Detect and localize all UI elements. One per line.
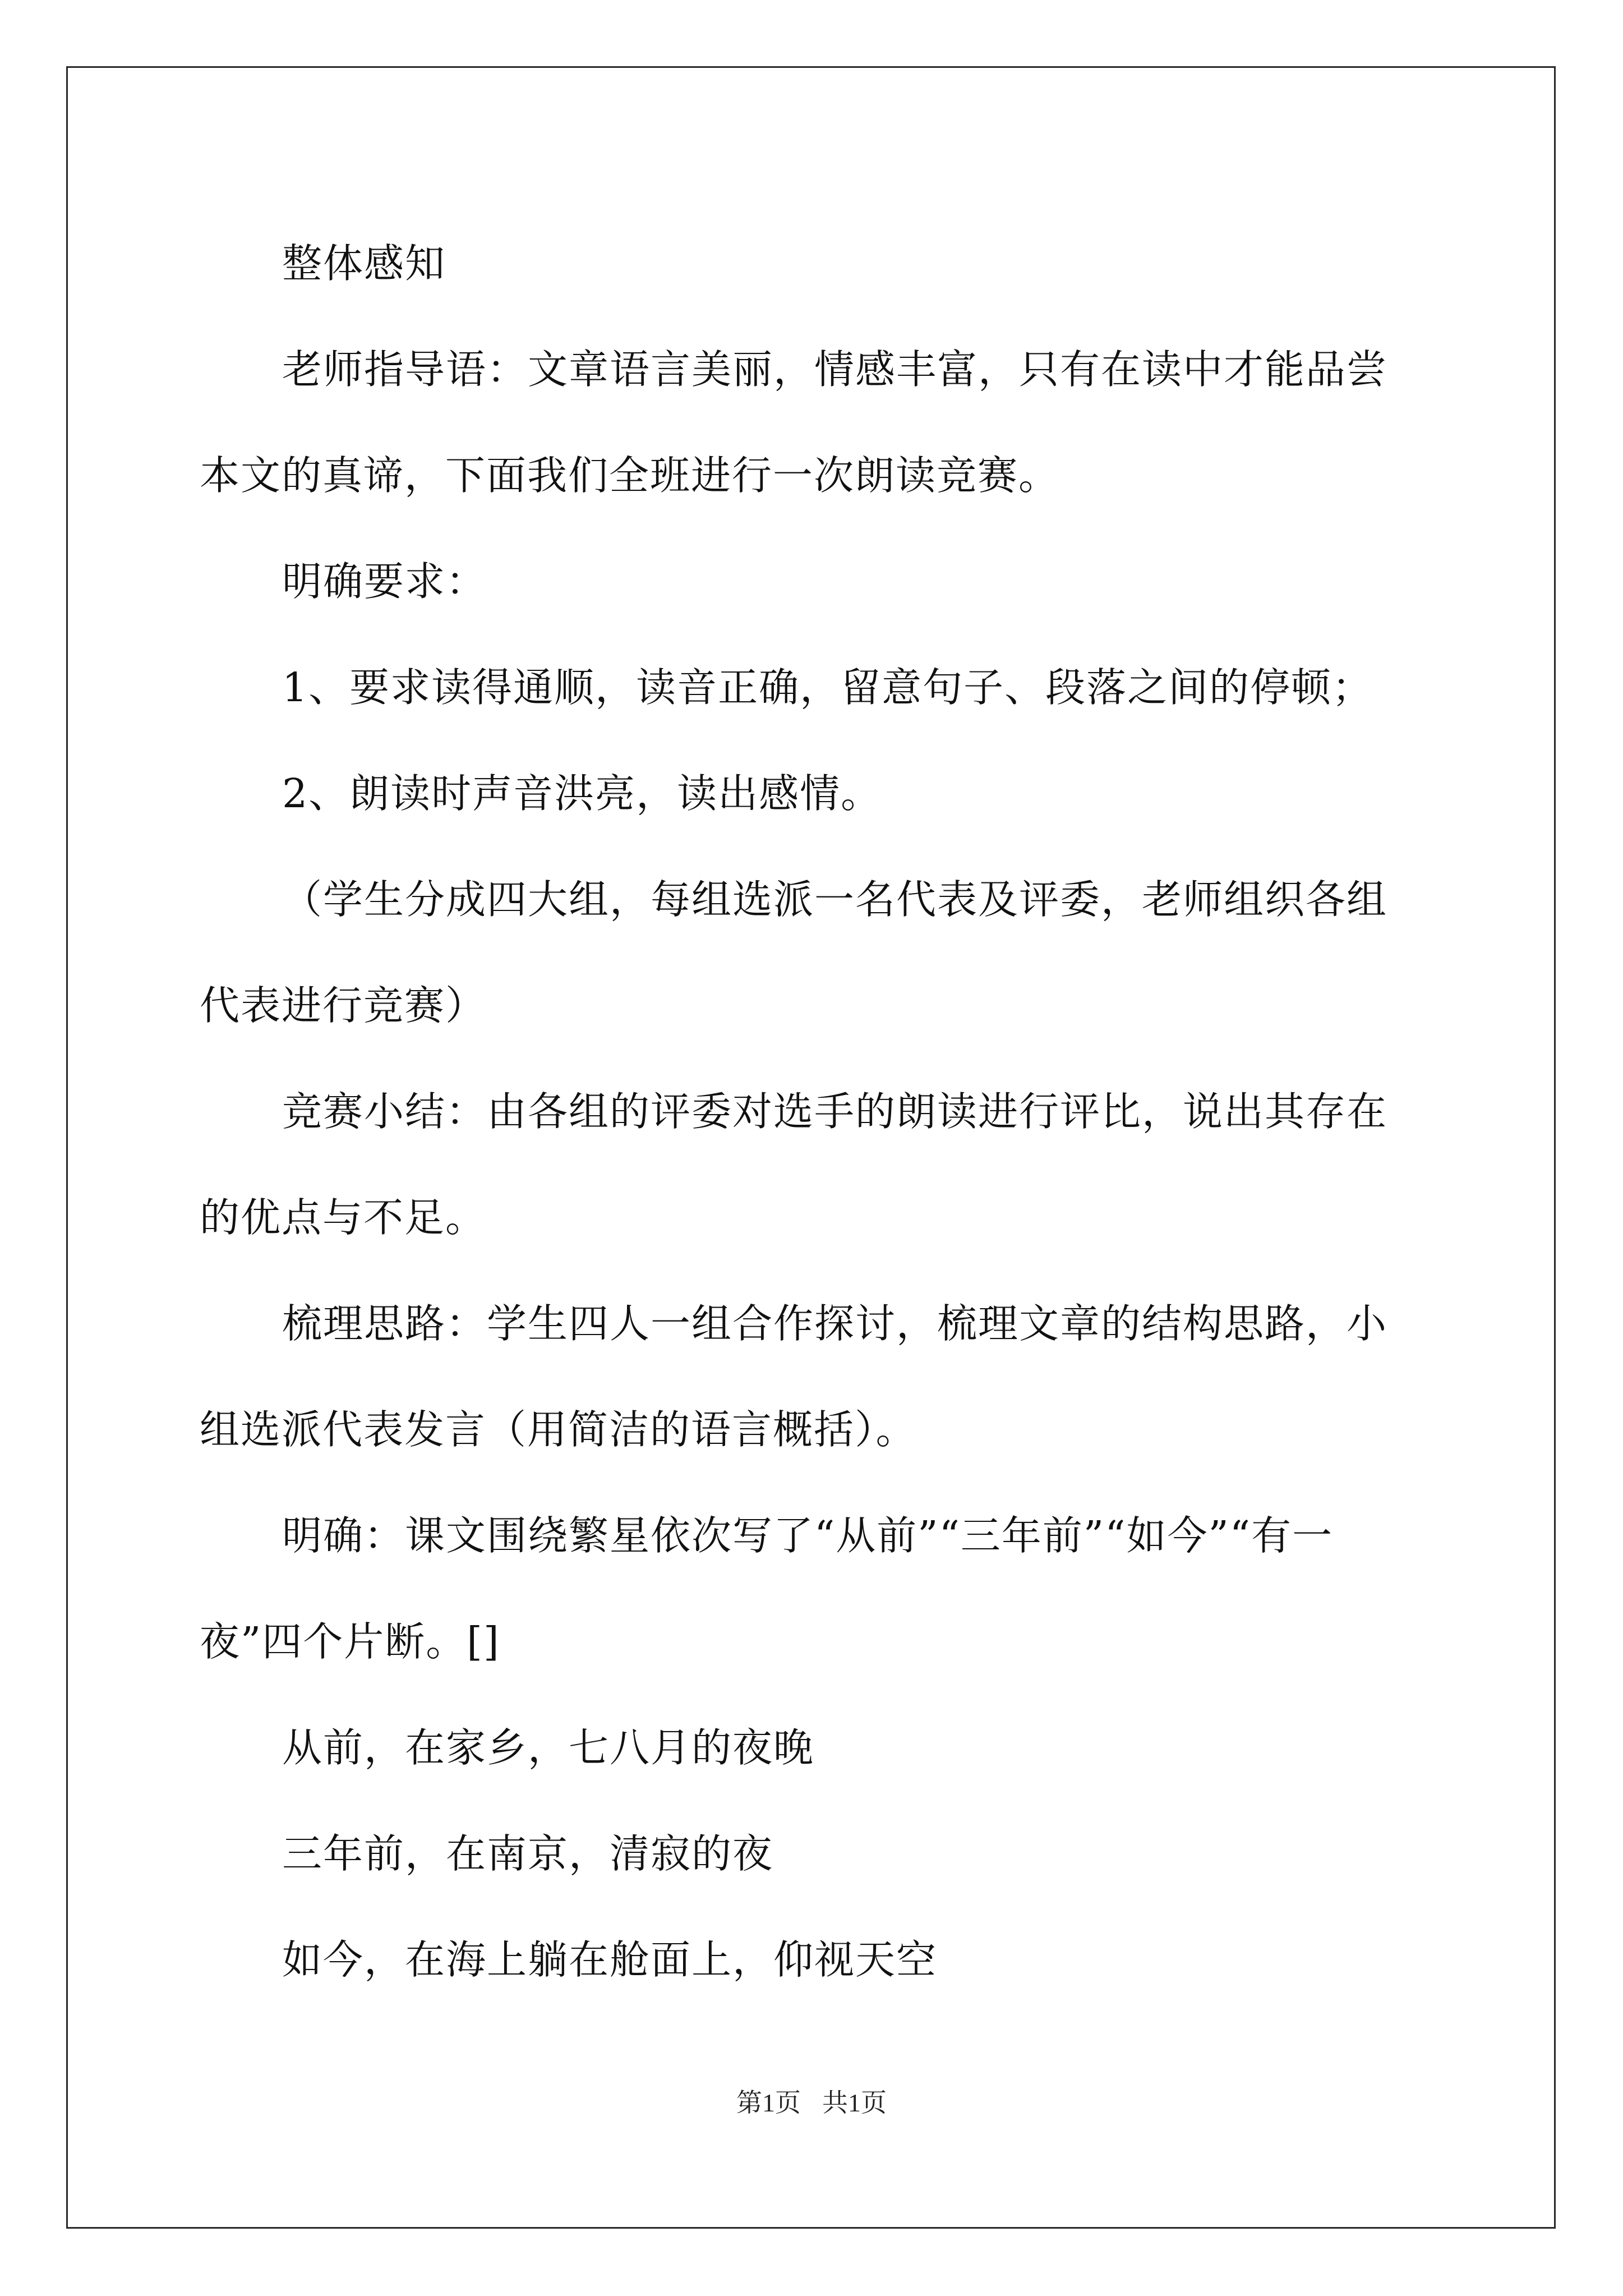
paragraph-competition-summary: 竞赛小结：由各组的评委对选手的朗读进行评比，说出其存在的优点与不足。 bbox=[200, 1088, 1388, 1241]
paragraph-group-note: （学生分成四大组，每组选派一名代表及评委，老师组织各组代表进行竞赛） bbox=[200, 876, 1388, 1029]
paragraph-requirement-2: 2、朗读时声音洪亮，读出感情。 bbox=[282, 770, 882, 817]
paragraph-fragment-2: 三年前，在南京，清寂的夜 bbox=[282, 1830, 774, 1877]
page-number-total: 共1页 bbox=[822, 2088, 887, 2117]
paragraph-teacher-guidance: 老师指导语：文章语言美丽，情感丰富，只有在读中才能品尝本文的真谛，下面我们全班进行一次朗读竞赛。 bbox=[200, 346, 1388, 499]
paragraph-heading: 整体感知 bbox=[282, 240, 446, 287]
paragraph-outline-ideas: 梳理思路：学生四人一组合作探讨，梳理文章的结构思路，小组选派代表发言（用简洁的语言概括）。 bbox=[200, 1300, 1388, 1453]
paragraph-requirement-1: 1、要求读得通顺，读音正确，留意句子、段落之间的停顿； bbox=[282, 664, 1373, 711]
paragraph-fragment-1: 从前，在家乡，七八月的夜晚 bbox=[282, 1724, 815, 1771]
document-body bbox=[200, 210, 1422, 2013]
paragraph-fragment-3: 如今，在海上躺在舱面上，仰视天空 bbox=[282, 1936, 938, 1983]
paragraph-clarification: 明确：课文围绕繁星依次写了“从前”“三年前”“如今”“有一夜”四个片断。[] bbox=[200, 1512, 1334, 1665]
page-number-current: 第1页 bbox=[736, 2088, 801, 2117]
paragraph-requirements-label: 明确要求： bbox=[282, 558, 487, 605]
page-footer bbox=[0, 2082, 1623, 2119]
